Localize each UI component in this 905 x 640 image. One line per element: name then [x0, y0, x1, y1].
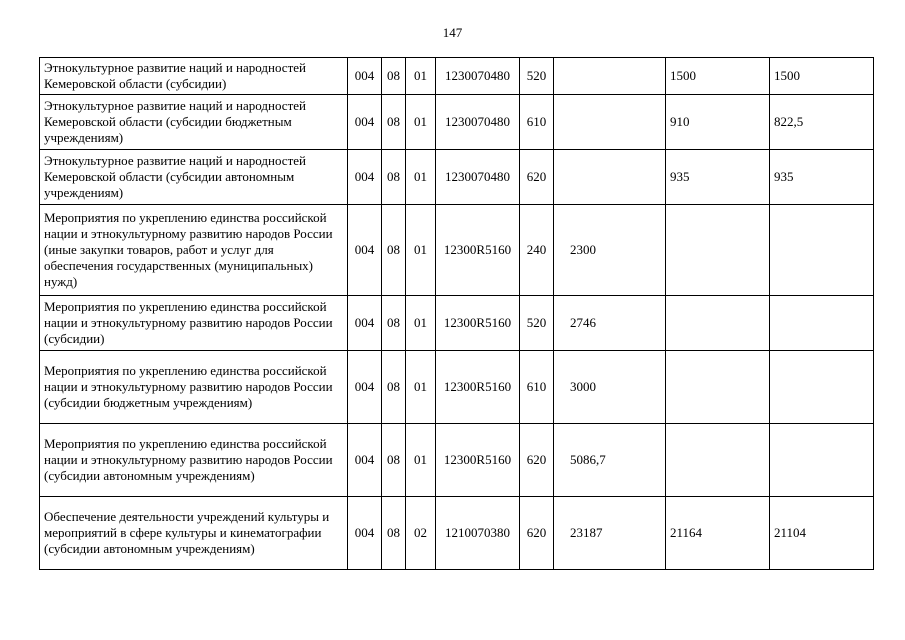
amount-year1-cell: 2746	[554, 296, 666, 351]
expense-name-cell: Мероприятия по укреплению единства российской нации и этнокультурному развитию народов России (субсидии автономным учреждениям)	[40, 424, 348, 497]
amount-year3-cell: 822,5	[770, 95, 874, 150]
expense-type-cell: 620	[520, 150, 554, 205]
expense-type-cell: 610	[520, 351, 554, 424]
target-article-cell: 1230070480	[436, 150, 520, 205]
amount-year3-cell	[770, 351, 874, 424]
amount-year3-cell: 21104	[770, 497, 874, 570]
ministry-code-cell: 004	[348, 150, 382, 205]
amount-year2-cell	[666, 424, 770, 497]
amount-year1-cell	[554, 58, 666, 95]
section-code-cell: 08	[382, 205, 406, 296]
table-row	[40, 150, 874, 205]
expense-name-cell: Этнокультурное развитие наций и народностей Кемеровской области (субсидии бюджетным учреждениям)	[40, 95, 348, 150]
table-row	[40, 424, 874, 497]
table-row	[40, 205, 874, 296]
amount-year3-cell	[770, 296, 874, 351]
section-code-cell: 08	[382, 351, 406, 424]
subsection-code-cell: 01	[406, 58, 436, 95]
amount-year2-cell: 21164	[666, 497, 770, 570]
ministry-code-cell: 004	[348, 205, 382, 296]
amount-year2-cell: 1500	[666, 58, 770, 95]
table-body	[40, 58, 874, 570]
expense-type-cell: 240	[520, 205, 554, 296]
target-article-cell: 12300R5160	[436, 296, 520, 351]
subsection-code-cell: 02	[406, 497, 436, 570]
expense-type-cell: 620	[520, 497, 554, 570]
amount-year2-cell	[666, 205, 770, 296]
subsection-code-cell: 01	[406, 95, 436, 150]
section-code-cell: 08	[382, 296, 406, 351]
expense-name-cell: Обеспечение деятельности учреждений культуры и мероприятий в сфере культуры и кинематографии (субсидии автономным учреждениям)	[40, 497, 348, 570]
expense-name-cell: Этнокультурное развитие наций и народностей Кемеровской области (субсидии)	[40, 58, 348, 95]
section-code-cell: 08	[382, 150, 406, 205]
table-row	[40, 58, 874, 95]
amount-year2-cell	[666, 296, 770, 351]
target-article-cell: 1230070480	[436, 95, 520, 150]
amount-year1-cell: 3000	[554, 351, 666, 424]
ministry-code-cell: 004	[348, 424, 382, 497]
subsection-code-cell: 01	[406, 424, 436, 497]
amount-year3-cell: 935	[770, 150, 874, 205]
amount-year1-cell	[554, 95, 666, 150]
expense-type-cell: 620	[520, 424, 554, 497]
page-number: 147	[442, 25, 463, 40]
amount-year1-cell: 5086,7	[554, 424, 666, 497]
target-article-cell: 12300R5160	[436, 424, 520, 497]
amount-year1-cell: 23187	[554, 497, 666, 570]
amount-year2-cell: 935	[666, 150, 770, 205]
ministry-code-cell: 004	[348, 497, 382, 570]
ministry-code-cell: 004	[348, 58, 382, 95]
table-row	[40, 296, 874, 351]
expense-name-cell: Этнокультурное развитие наций и народностей Кемеровской области (субсидии автономным учреждениям)	[40, 150, 348, 205]
table-row	[40, 95, 874, 150]
subsection-code-cell: 01	[406, 205, 436, 296]
amount-year3-cell	[770, 205, 874, 296]
target-article-cell: 1230070480	[436, 58, 520, 95]
ministry-code-cell: 004	[348, 95, 382, 150]
expense-name-cell: Мероприятия по укреплению единства российской нации и этнокультурному развитию народов России (субсидии бюджетным учреждениям)	[40, 351, 348, 424]
budget-table	[39, 57, 874, 570]
section-code-cell: 08	[382, 95, 406, 150]
ministry-code-cell: 004	[348, 351, 382, 424]
expense-type-cell: 520	[520, 296, 554, 351]
subsection-code-cell: 01	[406, 150, 436, 205]
target-article-cell: 12300R5160	[436, 351, 520, 424]
amount-year2-cell	[666, 351, 770, 424]
expense-name-cell: Мероприятия по укреплению единства российской нации и этнокультурному развитию народов России (субсидии)	[40, 296, 348, 351]
target-article-cell: 12300R5160	[436, 205, 520, 296]
table-row	[40, 497, 874, 570]
amount-year3-cell	[770, 424, 874, 497]
subsection-code-cell: 01	[406, 296, 436, 351]
amount-year1-cell: 2300	[554, 205, 666, 296]
amount-year3-cell: 1500	[770, 58, 874, 95]
expense-name-cell: Мероприятия по укреплению единства российской нации и этнокультурному развитию народов России (иные закупки товаров, работ и услуг для обеспечения государственных (муниципальных) нужд)	[40, 205, 348, 296]
section-code-cell: 08	[382, 424, 406, 497]
ministry-code-cell: 004	[348, 296, 382, 351]
section-code-cell: 08	[382, 58, 406, 95]
amount-year1-cell	[554, 150, 666, 205]
table-row	[40, 351, 874, 424]
section-code-cell: 08	[382, 497, 406, 570]
target-article-cell: 1210070380	[436, 497, 520, 570]
expense-type-cell: 610	[520, 95, 554, 150]
subsection-code-cell: 01	[406, 351, 436, 424]
amount-year2-cell: 910	[666, 95, 770, 150]
expense-type-cell: 520	[520, 58, 554, 95]
